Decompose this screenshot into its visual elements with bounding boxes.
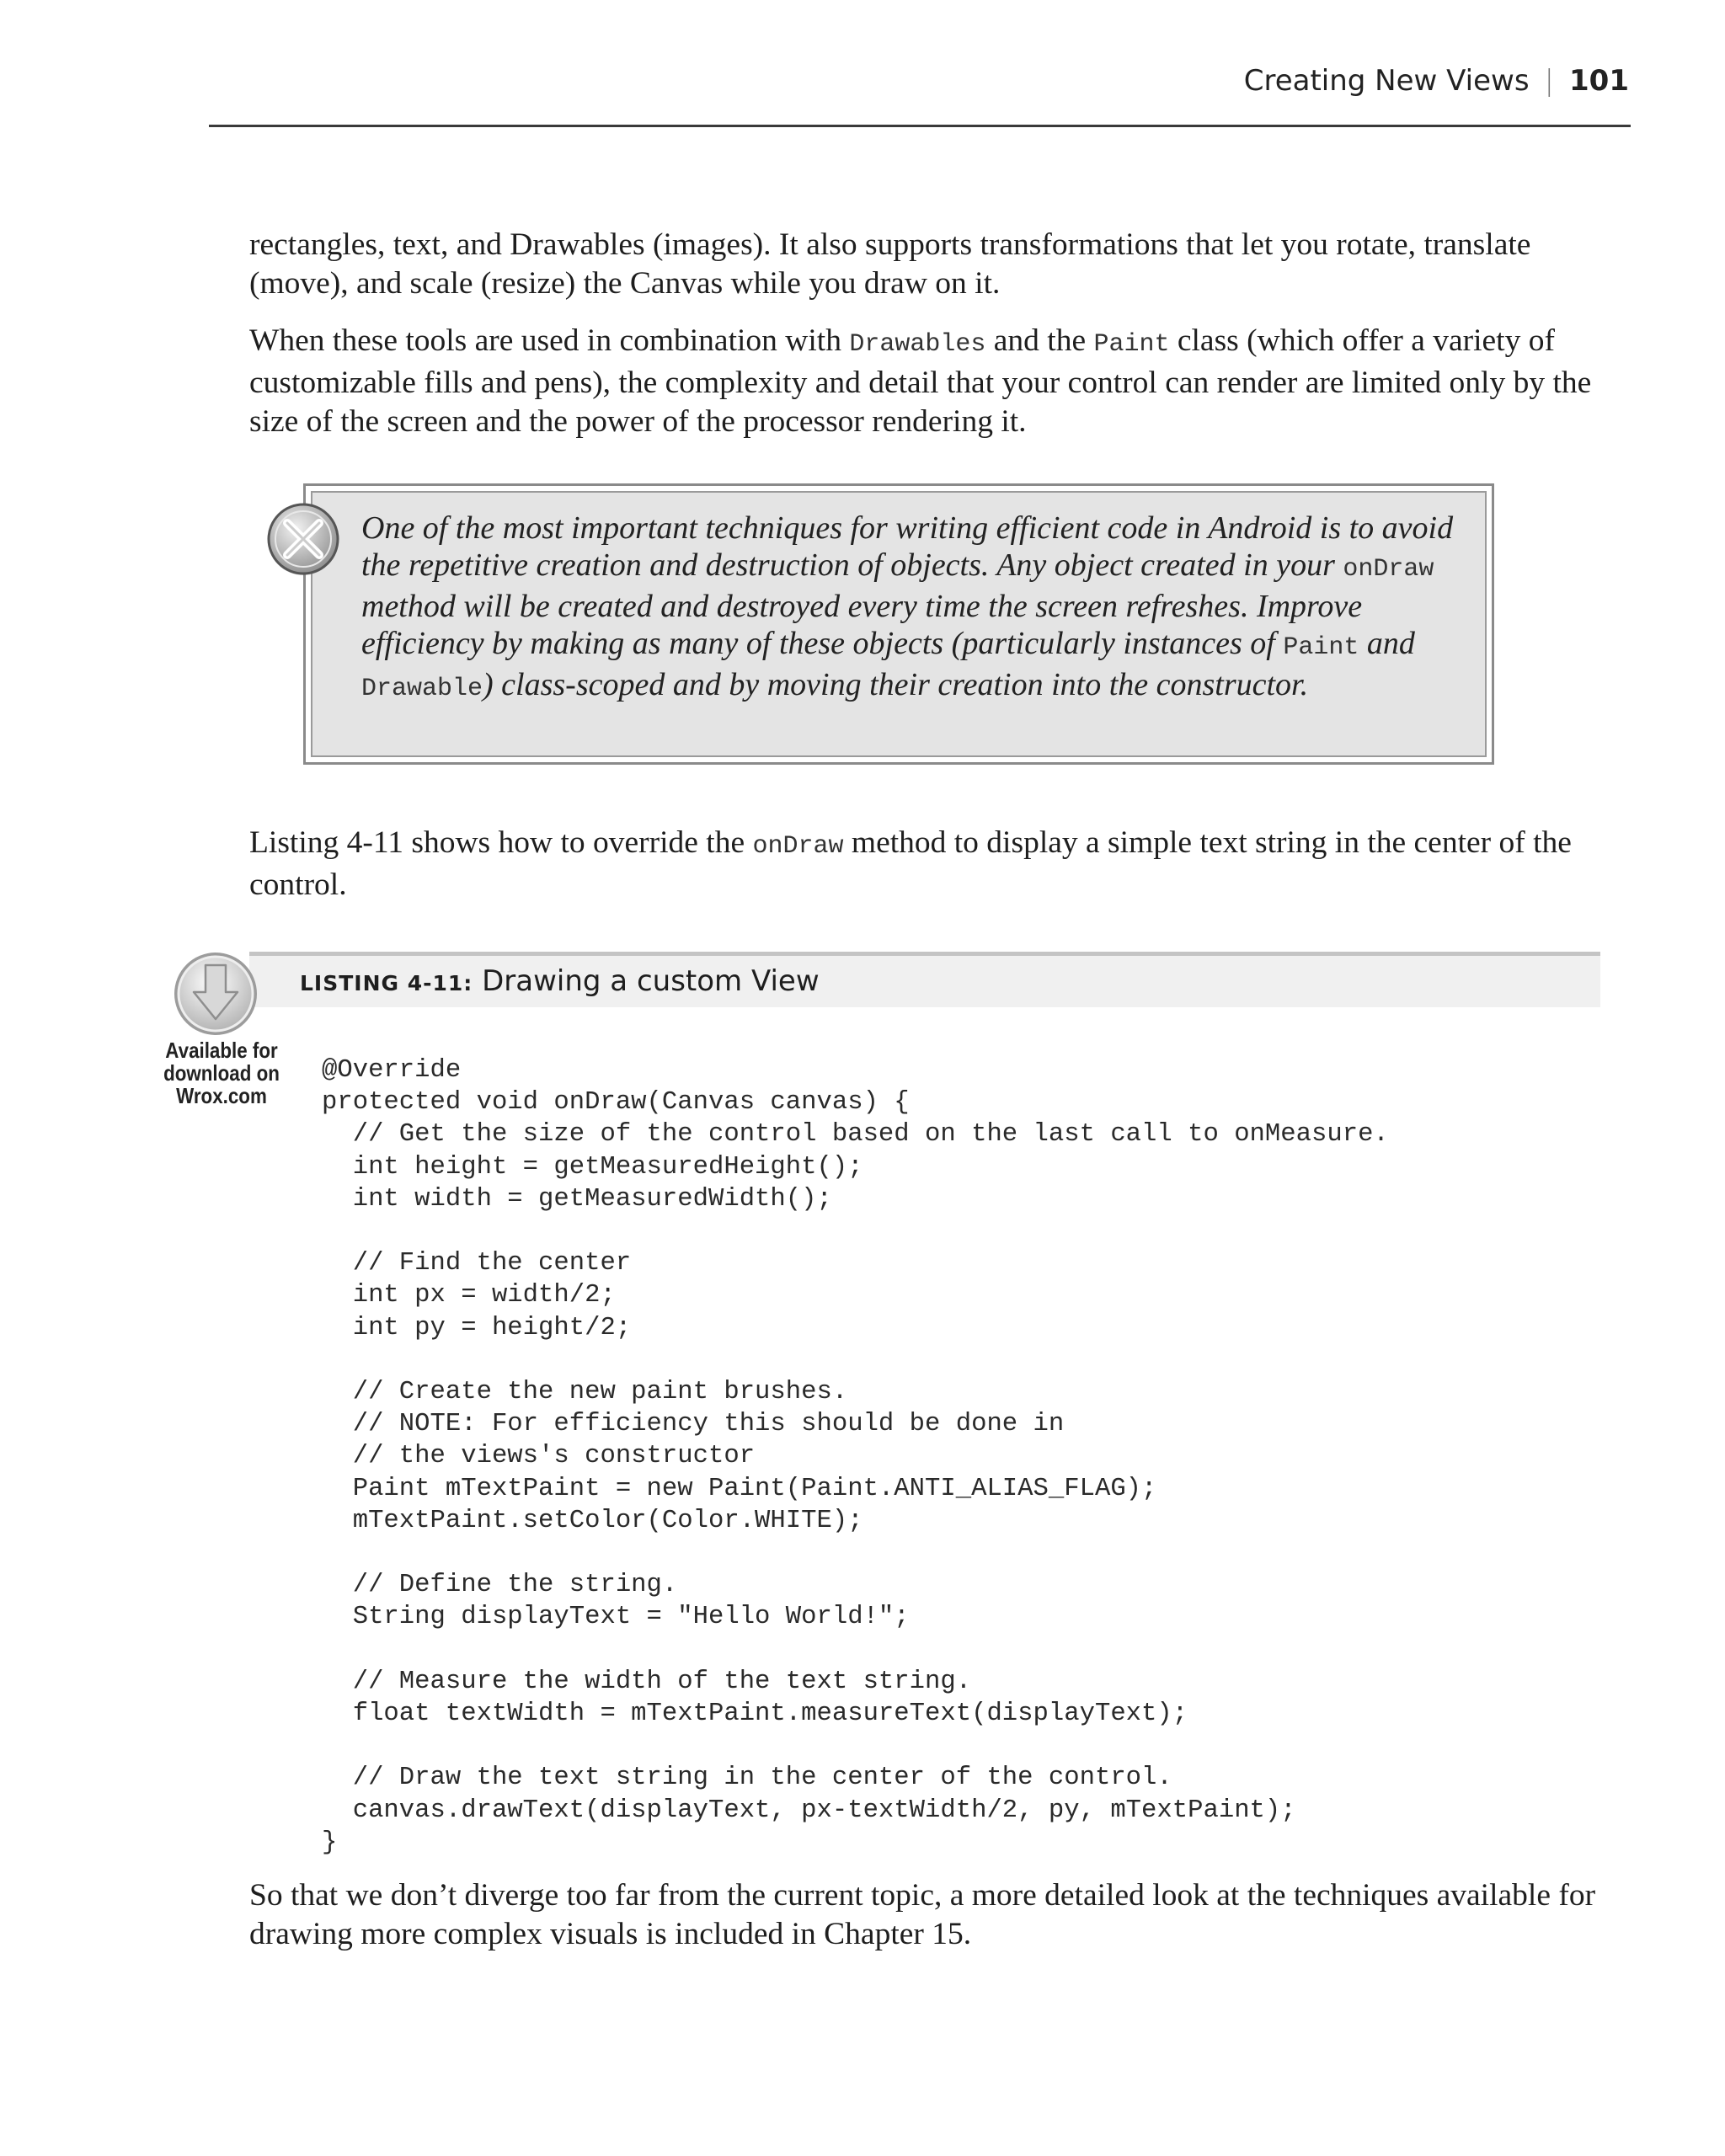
header-separator: | (1544, 64, 1555, 98)
closing-paragraph: So that we don’t diverge too far from the current topic, a more detailed look at the techniques available for drawing more complex visuals is included in Chapter 15. (249, 1878, 1596, 1951)
warning-note-text (361, 510, 1465, 707)
intro-paragraph-1: rectangles, text, and Drawables (images). It also supports transformations that let you rotate, translate (move), and scale (resize) the Canvas while you draw on it. (249, 227, 1531, 301)
warning-note-inner (311, 491, 1487, 757)
text-run: and the (985, 323, 1094, 358)
page-number: 101 (1569, 64, 1629, 98)
text-run: Listing 4-11 shows how to override the (249, 825, 753, 860)
inline-code-ondraw: onDraw (1343, 555, 1434, 584)
download-availability-text: Available for download on Wrox.com (163, 1038, 280, 1108)
inline-code-paint: Paint (1283, 633, 1359, 662)
listing-intro-paragraph (249, 824, 1607, 905)
listing-title-bar (249, 952, 1600, 1007)
text-run: When these tools are used in combination with (249, 323, 850, 358)
listing-title (300, 964, 820, 998)
warning-note-box (303, 483, 1494, 765)
running-header (1244, 64, 1629, 98)
listing-caption: Drawing a custom View (482, 964, 820, 998)
header-rule (209, 125, 1631, 127)
text-run: and (1359, 626, 1415, 661)
intro-paragraph-2 (249, 322, 1607, 441)
inline-code-drawables: Drawables (849, 330, 986, 359)
text-run: One of the most important techniques for writing efficient code in Android is to avoid the repetitive creation and destruction of objects. Any object created in your (361, 510, 1454, 583)
warning-x-icon (266, 502, 340, 576)
section-title: Creating New Views (1243, 64, 1530, 98)
text-run: method to display a simple text string in the center of the control. (249, 825, 1572, 902)
text-run: method will be created and destroyed every time the screen refreshes. Improve efficiency by making as many of these objects (particularly instances of (361, 589, 1363, 661)
text-run: class (which offer a variety of customizable fills and pens), the complexity and detail that your control can render are limited only by the size of the screen and the power of the processor rendering it. (249, 323, 1592, 439)
download-arrow-icon (172, 950, 259, 1038)
listing-label: LISTING 4-11: (300, 971, 473, 995)
inline-code-paint: Paint (1093, 330, 1170, 359)
code-listing: @Override protected void onDraw(Canvas canvas) { // Get the size of the control based on the last call to onMeasure. int height = getMeasuredHeight(); int width = getMeasuredWidth(); // Find the center int px = width/2; int py = height/2; // Create the new paint brushes. // NOTE: For efficiency this should be done in // the views's constructor Paint mTextPaint = new Paint(Paint.ANTI_ALIAS_FLAG); mTextPaint.setColor(Color.WHITE); // Define the string. String displayText = "Hello World!"; // Measure the width of the text string. float textWidth = mTextPaint.measureText(displayText); // Draw the text string in the center of the control. canvas.drawText(displayText, px-textWidth/2, py, mTextPaint); } (322, 1056, 1389, 1857)
text-run: ) class-scoped and by moving their creation into the constructor. (483, 667, 1309, 702)
inline-code-ondraw: onDraw (752, 832, 844, 861)
inline-code-drawable: Drawable (361, 675, 483, 703)
